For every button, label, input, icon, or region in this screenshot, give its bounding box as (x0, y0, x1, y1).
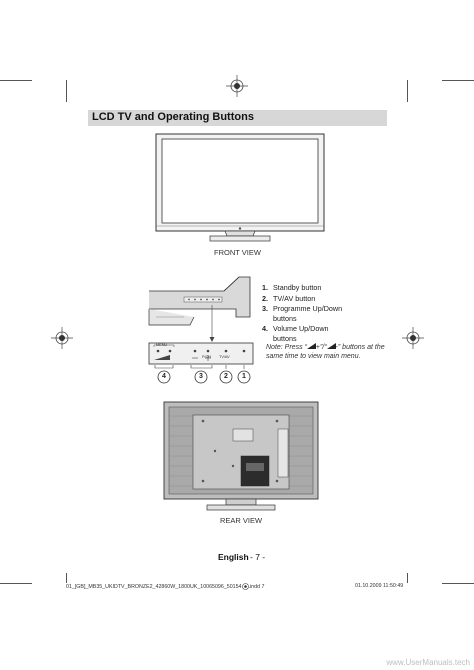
list-label: Programme Up/Down buttons (273, 304, 343, 323)
list-item (262, 304, 402, 323)
file-page: .indd 7 (248, 583, 265, 590)
panel-label-tvav: TV/AV (219, 355, 230, 359)
footer-language: English (218, 552, 249, 562)
crop-mark (0, 80, 32, 81)
file-name: 01_[GB]_MB35_UKIDTV_BRONZE2_42860W_1800UK_10065096_50154 (66, 583, 242, 590)
note-suffix: ” buttons at the same time to view main menu. (266, 344, 385, 361)
tv-front-illustration (155, 133, 325, 245)
list-item (262, 294, 402, 304)
crop-mark (66, 80, 67, 102)
tv-side-button-illustration (146, 273, 256, 385)
crop-mark (407, 80, 408, 102)
minus-sign: - (335, 344, 338, 351)
panel-label-menu: MENU (156, 343, 168, 347)
list-label: Volume Up/Down buttons (273, 324, 329, 343)
watermark: www.UserManuals.tech (386, 658, 470, 667)
list-label: Standby button (273, 283, 322, 292)
tv-rear-illustration (163, 401, 319, 513)
panel-label-pch: P/CH (202, 355, 212, 359)
note-middle: ”/“ (319, 344, 327, 351)
callout-3: 3 (199, 373, 203, 380)
registration-mark-top (226, 75, 248, 97)
note-prefix: Note: Press “ (266, 344, 307, 351)
volume-icon (327, 343, 336, 349)
rear-view-label: REAR VIEW (220, 516, 263, 525)
list-label: TV/AV button (273, 293, 316, 303)
file-info (66, 583, 264, 590)
callout-1: 1 (242, 373, 246, 380)
plus-sign: + (315, 344, 320, 351)
callout-4: 4 (162, 373, 166, 380)
print-date: 01.10.2009 11:50:49 (355, 583, 404, 589)
list-number: 4. (262, 324, 268, 334)
list-item (262, 324, 402, 343)
registration-mark-right (402, 327, 424, 349)
list-item (262, 283, 402, 293)
list-number: 2. (262, 293, 268, 303)
front-view-label: FRONT VIEW (214, 248, 261, 257)
menu-note (266, 343, 386, 361)
callout-2: 2 (224, 373, 228, 380)
crop-mark (442, 80, 474, 81)
crop-mark (442, 583, 474, 584)
registration-mark-left (51, 327, 73, 349)
list-number: 3. (262, 304, 268, 314)
crop-mark (0, 583, 32, 584)
registration-mark-small (242, 583, 249, 590)
page-number: - 7 - (250, 552, 266, 562)
crop-mark (407, 573, 408, 583)
crop-mark (66, 573, 67, 583)
button-list (262, 283, 402, 344)
list-number: 1. (262, 283, 268, 292)
section-title: LCD TV and Operating Buttons (92, 111, 254, 123)
volume-icon (307, 343, 316, 349)
